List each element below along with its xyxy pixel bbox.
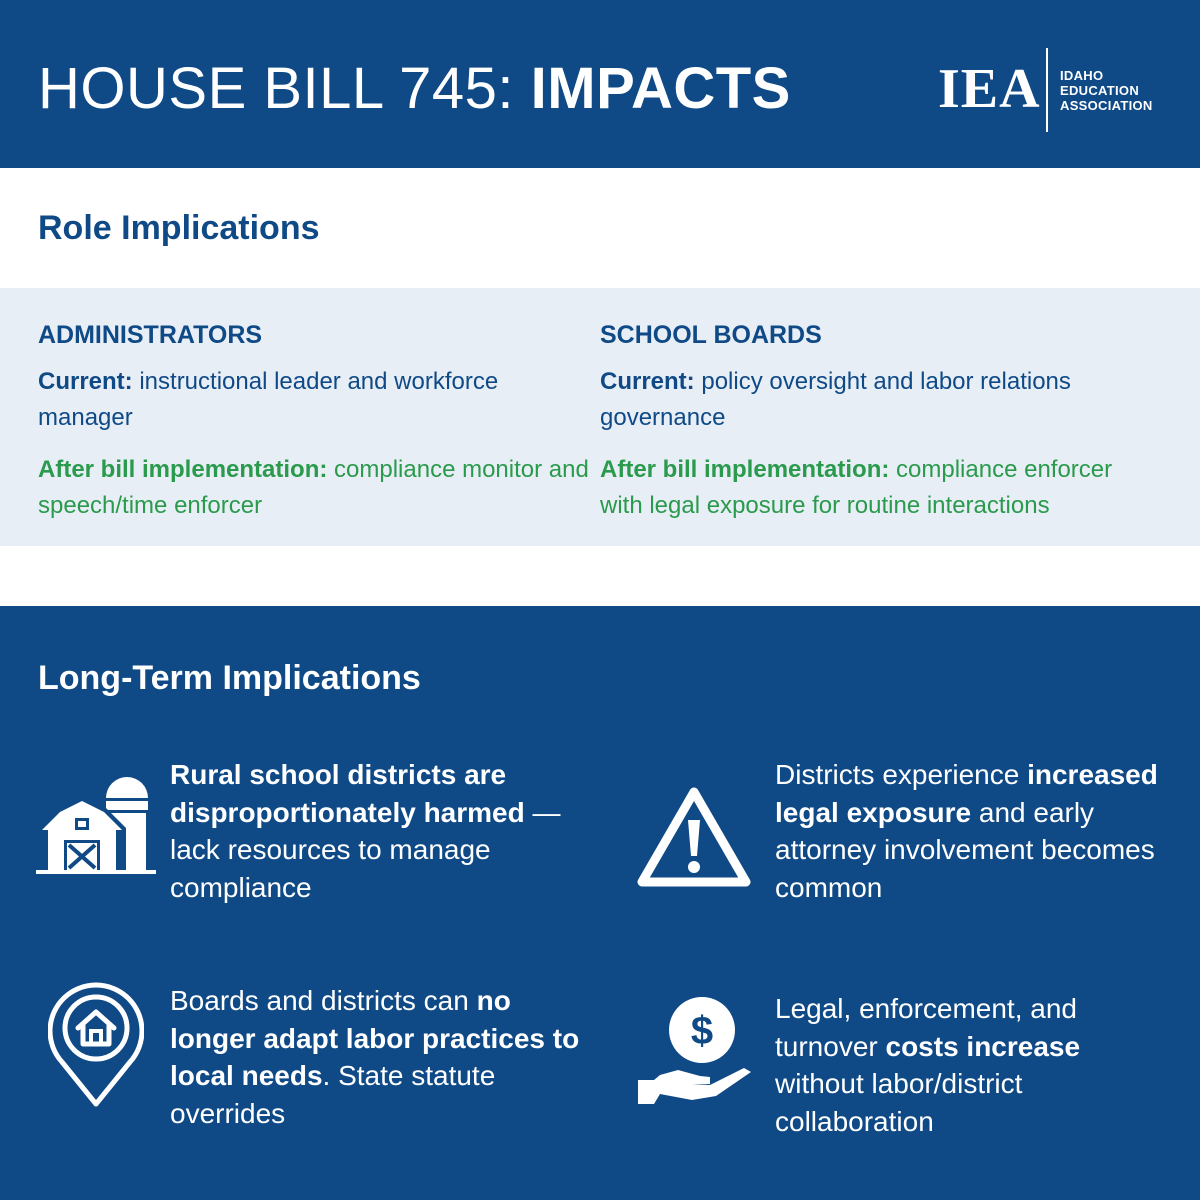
school-boards-current: Current: policy oversight and labor relations governance bbox=[600, 368, 1071, 431]
iea-logo bbox=[938, 48, 1168, 132]
role-implications-title: Role Implications bbox=[38, 209, 320, 247]
money-hand-icon bbox=[636, 996, 754, 1108]
administrators-heading: ADMINISTRATORS bbox=[38, 321, 263, 349]
local-needs-text: Boards and districts can no longer adapt labor practices to local needs. State statute overrides bbox=[170, 985, 580, 1129]
administrators-column bbox=[38, 318, 598, 524]
role-implications-panel bbox=[0, 288, 1200, 546]
svg-text:$: $ bbox=[690, 1009, 714, 1053]
long-term-implications-section bbox=[0, 606, 1200, 1200]
legal-exposure-text: Districts experience increased legal exposure and early attorney involvement becomes common bbox=[775, 759, 1158, 903]
rural-districts-text: Rural school districts are disproportionately harmed — lack resources to manage compliance bbox=[170, 759, 561, 903]
logo-mark: IEA bbox=[938, 58, 1041, 120]
logo-line-1: IDAHO bbox=[1060, 68, 1104, 83]
logo-line-2: EDUCATION bbox=[1060, 83, 1140, 98]
administrators-after: After bill implementation: compliance monitor and speech/time enforcer bbox=[38, 456, 589, 519]
page-title bbox=[38, 55, 791, 123]
legal-exposure-item bbox=[636, 756, 1176, 956]
barn-icon bbox=[36, 756, 156, 876]
rural-districts-item bbox=[36, 756, 596, 916]
header-banner bbox=[0, 0, 1200, 168]
school-boards-after: After bill implementation: compliance enforcer with legal exposure for routine interactions bbox=[600, 456, 1113, 519]
administrators-current: Current: instructional leader and workforce manager bbox=[38, 368, 499, 431]
school-boards-column bbox=[600, 318, 1160, 524]
warning-icon bbox=[636, 786, 752, 890]
title-light-text: HOUSE BILL 745: bbox=[38, 56, 531, 121]
logo-divider bbox=[1046, 48, 1048, 132]
costs-increase-text: Legal, enforcement, and turnover costs increase without labor/district collaboration bbox=[775, 993, 1081, 1137]
logo-line-3: ASSOCIATION bbox=[1060, 98, 1153, 113]
school-boards-heading: SCHOOL BOARDS bbox=[600, 321, 822, 349]
long-term-implications-title: Long-Term Implications bbox=[38, 659, 421, 697]
costs-increase-item bbox=[636, 990, 1176, 1150]
local-needs-item bbox=[48, 968, 608, 1128]
home-location-icon bbox=[48, 968, 144, 1108]
title-bold-text: IMPACTS bbox=[530, 56, 791, 121]
logo-wordmark bbox=[1060, 68, 1153, 113]
